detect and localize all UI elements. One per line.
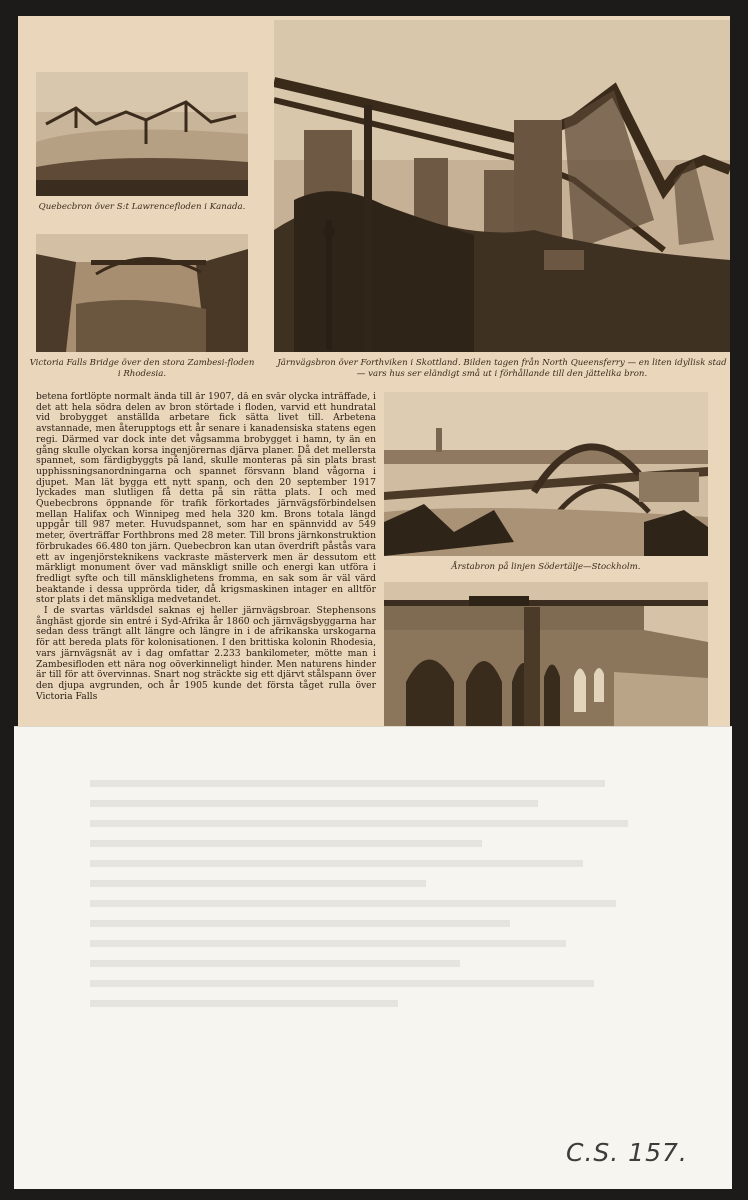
caption-arsta: Årstabron på linjen Södertälje—Stockholm. <box>451 562 641 572</box>
article-paragraph: betena fortlöpte normalt ända till år 1907, då en svår olycka inträffade, i det att hela södra delen av bron störtade i floden, varvid ett hundratal vid brobygget anställda arbetare fick sätta livet till. Arbetena avstannade, men återupptogs ett år senare i kanadensiska statens egen regi. Därmed var dock inte det vågsamma brobygget i hamn, ty än en gång skulle olyckan korsa ingenjörernas djärva planer. Då det mellersta spannet, som färdigbyggts på land, skulle monteras på sin plats brast upphissningsanordningarna och spannet försvann bland vågorna i djupet. Man lät bygga ett nytt spann, och den 20 september 1917 lyckades man slutligen få detta på sin rätta plats. I och med Quebecbrons öppnande för trafik förkortades järnvägsförbindelsen mellan Halifax och Winnipeg med hela 320 km. Brons totala längd uppgår till 987 meter. Huvudspannet, som har en spännvidd av 549 meter, överträffar Forthbrons med 28 meter. Till brons järnkonstruktion förbrukades 66.480 ton järn. Quebecbron kan utan överdrift påstås vara ett av ingenjörsteknikens vackraste mästerverk men är dessutom ett märkligt monument över vad mänskligt snille och energi kan utföra i fredligt syfte och till mänsklighetens fromma, en sak som är väl värd beaktande i dessa upprörda tider, då krigsmaskinen intager en alltför stor plats i det mänskliga medvetandet. <box>36 392 376 606</box>
caption-quebec: Quebecbron över S:t Lawrencefloden i Kanada. <box>38 202 246 212</box>
photo-arsta-bridge <box>384 392 708 556</box>
caption-victoria: Victoria Falls Bridge över den stora Zambesi-floden i Rhodesia. <box>29 358 255 379</box>
photo-forth-bridge <box>274 20 730 352</box>
article-text <box>36 392 376 726</box>
bleed-through-text <box>90 780 650 1140</box>
article-paragraph: I de svartas världsdel saknas ej heller järnvägsbroar. Stephensons ånghäst gjorde sin entré i Syd-Afrika år 1860 och järnvägsbyggarna har sedan dess trängt allt längre och längre in i de afrikanska urskogarna för att bereda plats för kolonisationen. I den brittiska kolonin Rhodesia, vars järnvägsnät av i dag omfattar 2.233 bankilometer, mötte man i Zambesifloden ett nära nog oöverkinneligt hinder. Men naturens hinder är till för att övervinnas. Snart nog sträckte sig ett djärvt stålspann över den djupa avgrunden, och år 1905 kunde det första tåget rulla över Victoria Falls <box>36 605 376 702</box>
archive-annotation: C.S. 157. <box>566 1138 688 1167</box>
photo-quebec-bridge <box>36 72 248 196</box>
caption-forth: Järnvägsbron över Forthviken i Skottland. Bilden tagen från North Queensferry — en liten idyllisk stad — vars hus ser eländigt små ut i förhållande till den jättelika bron. <box>277 358 727 379</box>
photo-railway-viaduct <box>384 582 708 726</box>
photo-victoria-falls-bridge <box>36 234 248 352</box>
